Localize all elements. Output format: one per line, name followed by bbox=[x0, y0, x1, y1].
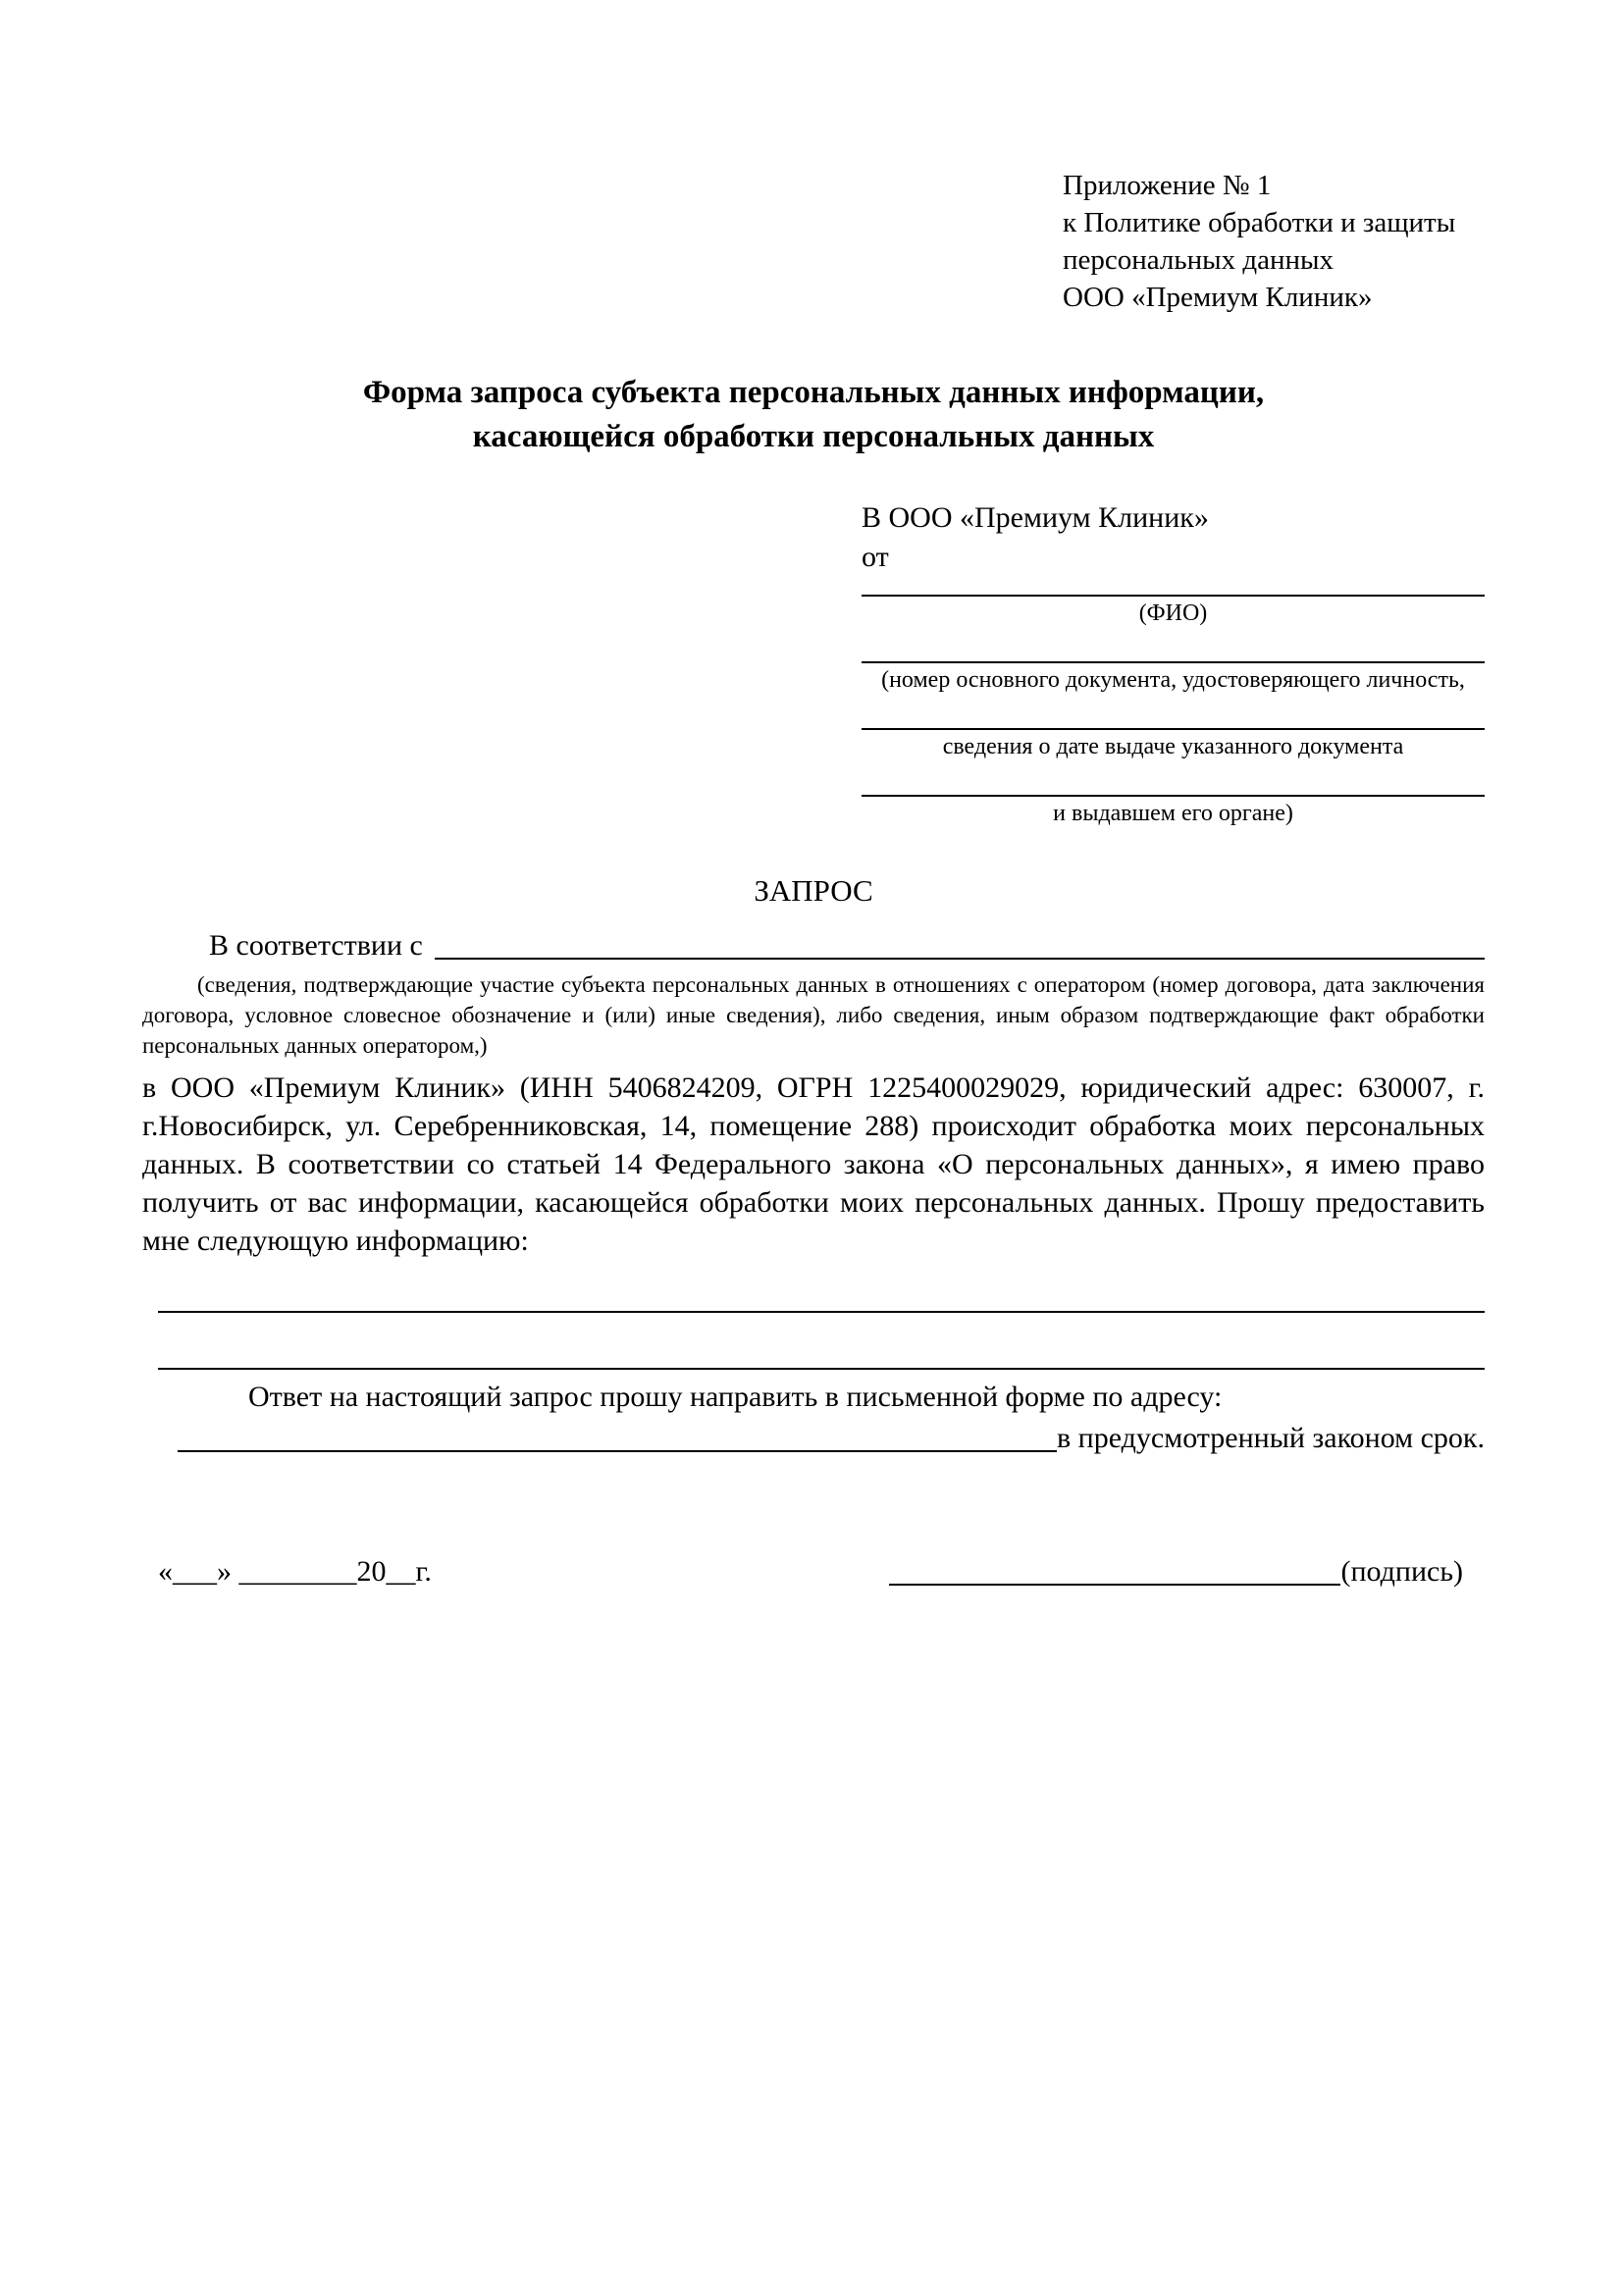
accordance-lead: В соответствии с bbox=[209, 929, 423, 962]
request-heading: ЗАПРОС bbox=[754, 873, 873, 908]
reply-paragraph: Ответ на настоящий запрос прошу направить в письменной форме по адресу: bbox=[248, 1381, 1223, 1413]
page-title-line: Форма запроса субъекта персональных данных информации, bbox=[362, 375, 1265, 410]
page-title bbox=[142, 371, 1485, 459]
issuing-authority-field bbox=[862, 795, 1485, 828]
signature-caption: (подпись) bbox=[1340, 1555, 1463, 1588]
document-number-blank-line bbox=[862, 661, 1485, 663]
addressee-from-label: от bbox=[862, 541, 889, 573]
appendix-line: ООО «Премиум Клиник» bbox=[1063, 282, 1373, 313]
issuing-authority-caption: и выдавшем его органе) bbox=[1053, 801, 1293, 826]
appendix-line: Приложение № 1 bbox=[1063, 170, 1272, 201]
appendix-line: к Политике обработки и защиты bbox=[1063, 207, 1456, 238]
issuing-authority-blank-line bbox=[862, 795, 1485, 797]
reply-address-row bbox=[142, 1419, 1485, 1458]
issue-date-field bbox=[862, 728, 1485, 761]
fio-field bbox=[862, 595, 1485, 628]
appendix-note bbox=[1063, 167, 1485, 316]
information-blank-line-2 bbox=[158, 1368, 1485, 1370]
document-number-field bbox=[862, 661, 1485, 695]
addressee-to: В ООО «Премиум Клиник» bbox=[862, 501, 1209, 534]
reply-suffix: в предусмотренный законом срок. bbox=[1057, 1422, 1485, 1454]
information-blank-line-1 bbox=[158, 1311, 1485, 1313]
signature-blank-line bbox=[889, 1584, 1340, 1586]
footer bbox=[142, 1552, 1485, 1592]
issue-date-blank-line bbox=[862, 728, 1485, 730]
document-number-caption: (номер основного документа, удостоверяющего личность, bbox=[881, 667, 1465, 693]
issue-date-caption: сведения о дате выдаче указанного документа bbox=[942, 734, 1404, 759]
accordance-note: (сведения, подтверждающие участие субъекта персональных данных в отношениях с оператором (номер договора, дата заключения договора, условное словесное обозначение и (или) иные сведения), либо сведения, иным образом подтверждающие факт обработки персональных данных оператором,) bbox=[142, 972, 1485, 1058]
fio-caption: (ФИО) bbox=[1138, 600, 1208, 626]
fio-blank-line bbox=[862, 595, 1485, 597]
accordance-blank-line bbox=[435, 958, 1485, 960]
body-paragraph: в ООО «Премиум Клиник» (ИНН 5406824209, ОГРН 1225400029029, юридический адрес: 630007, г. г.Новосибирск, ул. Серебренниковская, 14, помещение 288) происходит обработка моих персональных данных. В соответствии со статьей 14 Федерального закона «О персональных данных», я имею право получить от вас информации, касающейся обработки моих персональных данных. Прошу предоставить мне следующую информацию: bbox=[142, 1071, 1485, 1257]
addressee-block bbox=[862, 498, 1485, 828]
accordance-row bbox=[142, 926, 1485, 965]
appendix-line: персональных данных bbox=[1063, 244, 1335, 276]
signature-group bbox=[889, 1552, 1463, 1592]
reply-address-blank-line bbox=[178, 1450, 1057, 1452]
page-title-line: касающейся обработки персональных данных bbox=[472, 419, 1155, 454]
date-line: «___» ________20__г. bbox=[158, 1555, 432, 1588]
